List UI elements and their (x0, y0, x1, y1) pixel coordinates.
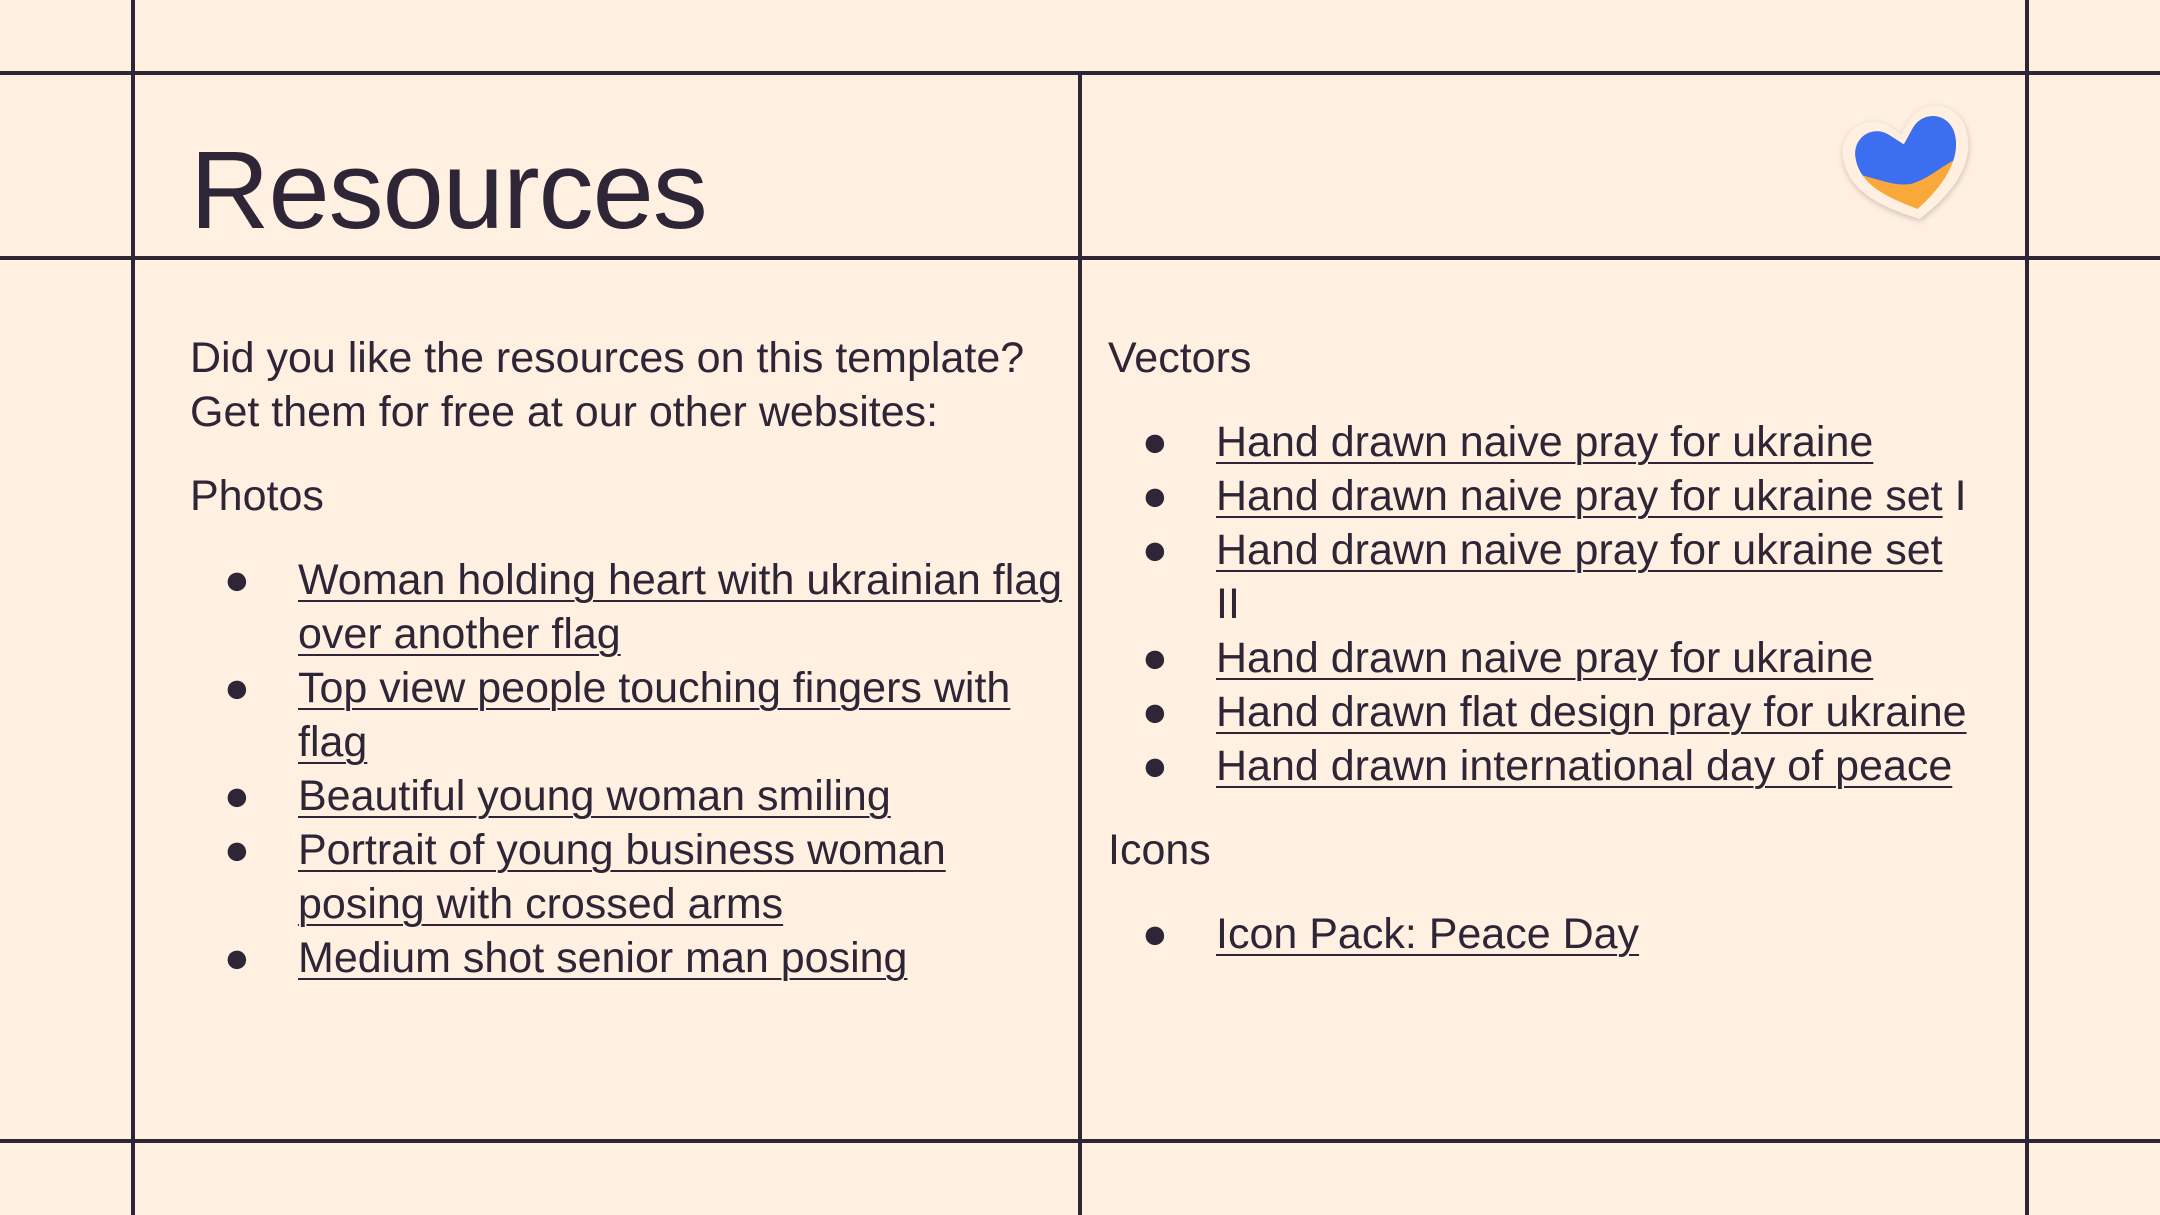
icon-pack-link[interactable]: Icon Pack: Peace Day (1216, 910, 1640, 958)
list-item (1108, 469, 1968, 523)
link-suffix: I (1942, 472, 1967, 520)
list-item (190, 553, 1070, 661)
bullet-icon: ● (1142, 910, 1168, 958)
vector-link[interactable]: Hand drawn naive pray for ukraine (1216, 418, 1874, 466)
bullet-icon: ● (1142, 742, 1168, 790)
grid-line-right (2025, 0, 2029, 1215)
page-title: Resources (190, 129, 707, 252)
list-item (190, 931, 1070, 985)
photo-link[interactable]: Portrait of young business woman posing with crossed arms (298, 826, 946, 928)
bullet-icon: ● (1142, 634, 1168, 682)
bullet-icon: ● (224, 664, 250, 712)
vector-link[interactable]: Hand drawn naive pray for ukraine set (1216, 472, 1943, 520)
list-item (1108, 685, 1968, 739)
list-item (190, 661, 1070, 769)
vector-link[interactable]: Hand drawn international day of peace (1216, 742, 1953, 790)
vector-link[interactable]: Hand drawn flat design pray for ukraine (1216, 688, 1967, 736)
list-item (190, 823, 1070, 931)
list-item (1108, 631, 1968, 685)
left-column (190, 331, 1070, 1015)
bullet-icon: ● (1142, 688, 1168, 736)
bullet-icon: ● (1142, 526, 1168, 574)
intro-text: Did you like the resources on this template? Get them for free at our other websites: (190, 334, 1025, 436)
list-item (190, 769, 1070, 823)
heart-icon (1836, 92, 1980, 236)
bullet-icon: ● (224, 934, 250, 982)
bullet-icon: ● (1142, 418, 1168, 466)
list-item (1108, 907, 1968, 961)
grid-line-center (1078, 73, 1082, 1215)
vector-link[interactable]: Hand drawn naive pray for ukraine set (1216, 526, 1943, 574)
bullet-icon: ● (224, 772, 250, 820)
link-suffix: II (1216, 580, 1240, 628)
list-item (1108, 523, 1968, 631)
bullet-icon: ● (224, 556, 250, 604)
photo-link[interactable]: Medium shot senior man posing (298, 934, 908, 982)
vector-link[interactable]: Hand drawn naive pray for ukraine (1216, 634, 1874, 682)
right-column (1108, 331, 1968, 991)
photo-link[interactable]: Beautiful young woman smiling (298, 772, 891, 820)
photo-link[interactable]: Woman holding heart with ukrainian flag over another flag (298, 556, 1063, 658)
photos-list (190, 553, 1070, 985)
list-item (1108, 415, 1968, 469)
photo-link[interactable]: Top view people touching fingers with flag (298, 664, 1011, 766)
icons-heading: Icons (1108, 826, 1211, 874)
bullet-icon: ● (224, 826, 250, 874)
icons-list (1108, 907, 1968, 961)
grid-line-left (131, 0, 135, 1215)
bullet-icon: ● (1142, 472, 1168, 520)
vectors-heading: Vectors (1108, 334, 1252, 382)
photos-heading: Photos (190, 472, 324, 520)
vectors-list (1108, 415, 1968, 793)
list-item (1108, 739, 1968, 793)
